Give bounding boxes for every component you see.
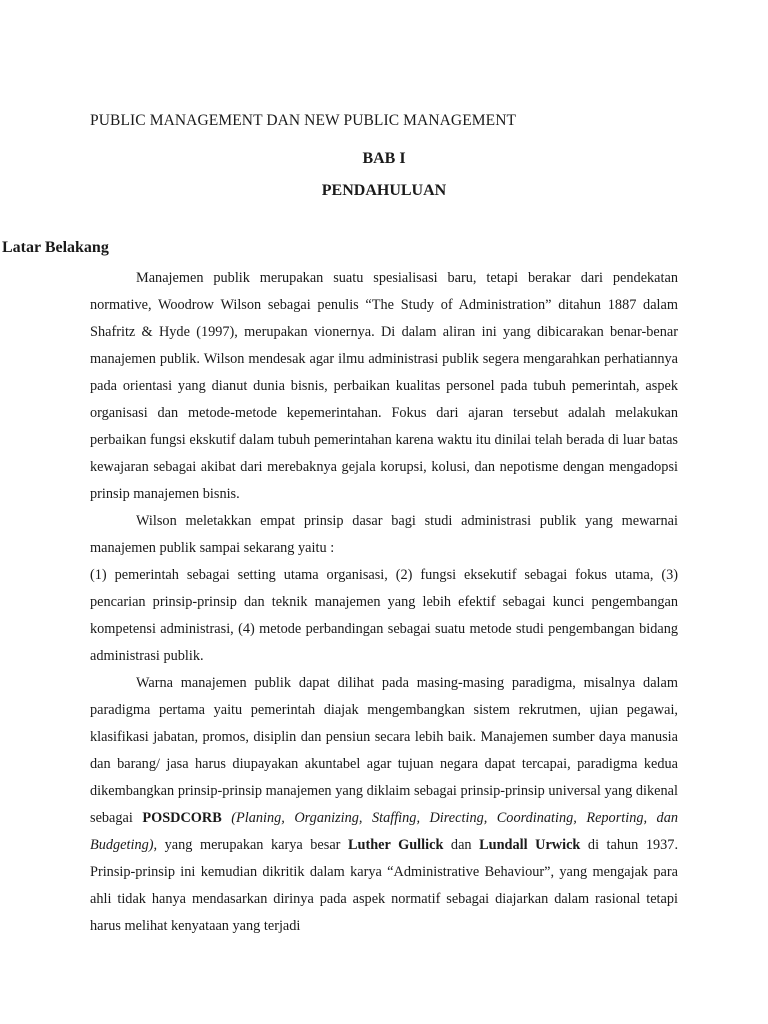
paragraph-3: (1) pemerintah sebagai setting utama organisasi, (2) fungsi eksekutif sebagai fokus utama, (3) pencarian prinsip-prinsip dan teknik manajemen yang lebih efektif sebagai kunci pengembangan kompetensi administrasi, (4) metode perbandingan sebagai suatu metode studi pengembangan bidang administrasi publik. xyxy=(90,567,678,664)
posdcorb-expansion: (Planing, Organizing, Staffing, Directing, Coordinating, Reporting, dan Budgeting), xyxy=(90,810,678,853)
paragraph-4-text-a: Warna manajemen publik dapat dilihat pada masing-masing paradigma, misalnya dalam paradigma pertama yaitu pemerintah diajak mengembangkan sistem rekrutmen, ujian pegawai, klasifikasi jabatan, promos, disiplin dan pensiun secara lebih baik. Manajemen sumber daya manusia dan barang/ jasa harus diupayakan akuntabel agar tujuan negara dapat tercapai, paradigma kedua dikembangkan prinsip-prinsip manajemen yang diklaim sebagai prinsip-prinsip universal yang dikenal sebagai xyxy=(90,675,678,826)
document-title: PUBLIC MANAGEMENT DAN NEW PUBLIC MANAGEMENT xyxy=(90,112,517,129)
chapter-number: BAB I xyxy=(362,150,406,167)
author-gullick: Luther Gullick xyxy=(347,837,444,853)
author-urwick: Lundall Urwick xyxy=(479,837,581,853)
paragraph-2: Wilson meletakkan empat prinsip dasar bagi studi administrasi publik yang mewarnai manajemen publik sampai sekarang yaitu : xyxy=(90,513,678,556)
paragraph-4-text-d: di tahun 1937. Prinsip-prinsip ini kemudian dikritik dalam karya “Administrative Behaviour”, yang mengajak para ahli tidak hanya mendasarkan dirinya pada aspek normatif sebagai diajarkan dalam rasional tetapi harus melihat kenyataan yang terjadi xyxy=(90,837,679,934)
chapter-title: PENDAHULUAN xyxy=(321,182,447,199)
section-heading: Latar Belakang xyxy=(2,239,109,256)
body-text xyxy=(90,265,678,940)
paragraph-1: Manajemen publik merupakan suatu spesialisasi baru, tetapi berakar dari pendekatan normative, Woodrow Wilson sebagai penulis “The Study of Administration” ditahun 1887 dalam Shafritz & Hyde (1997), merupakan vionernya. Di dalam aliran ini yang dibicarakan benar-benar manajemen publik. Wilson mendesak agar ilmu administrasi publik segera mengarahkan perhatiannya pada orientasi yang dianut dunia bisnis, perbaikan kualitas personel pada tubuh pemerintah, aspek organisasi dan metode-metode kepemerintahan. Fokus dari ajaran tersebut adalah melakukan perbaikan fungsi ekskutif dalam tubuh pemerintahan karena waktu itu dinilai telah berada di luar batas kewajaran sebagai akibat dari merebaknya gejala korupsi, kolusi, dan nepotisme dengan mengadopsi prinsip manajemen bisnis. xyxy=(90,270,678,502)
paragraph-4-text-c: dan xyxy=(443,837,480,853)
posdcorb-term: POSDCORB xyxy=(142,810,222,826)
paragraph-4 xyxy=(90,670,678,940)
paragraph-4-text-b: yang merupakan karya besar xyxy=(157,837,348,853)
